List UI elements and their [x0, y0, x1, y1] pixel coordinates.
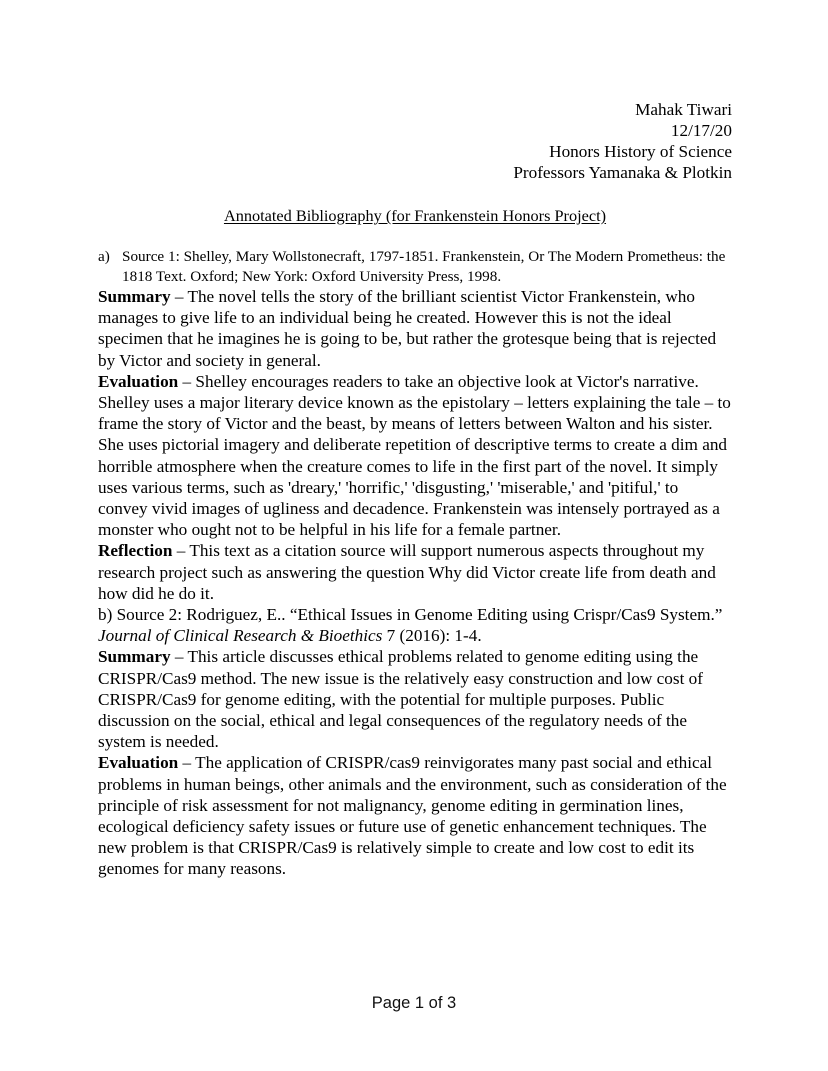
source-1-summary-text: The novel tells the story of the brilliant scientist Victor Frankenstein, who manages to give life to an individual being he created. However this is not the ideal specimen that he imagines he is going to be, but rather the grotesque being that is rejected by Victor and society in general. — [98, 287, 717, 370]
source-1-reflection — [98, 540, 732, 604]
source-1-citation-text — [122, 247, 732, 286]
header-course: Honors History of Science — [549, 142, 732, 161]
page-number-label: Page 1 of 3 — [371, 994, 457, 1012]
source-2-journal-title: Journal of Clinical Research & Bioethics — [98, 626, 383, 646]
source-2-citation — [98, 604, 732, 646]
source-1-evaluation-text: Shelley encourages readers to take an objective look at Victor's narrative. Shelley uses a major literary device known as the epistolary – letters explaining the tale – to frame the story of Victor and the beast, by means of letters between Walton and his sister. She uses pictorial imagery and deliberate repetition of descriptive terms to create a dim and horrible atmosphere when the creature comes to life in the first part of the novel. It simply uses various terms, such as 'dreary,' 'horrific,' 'disgusting,' 'miserable,' and 'pitiful,' to convey vivid images of ugliness and decadence. Frankenstein was intensely portrayed as a monster who ought not to be helpful in his life for a female partner. — [98, 371, 731, 540]
source-2-citation-prefix: b) Source 2: Rodriguez, E.. “Ethical Issues in Genome Editing using Crispr/Cas9 System.” — [98, 605, 723, 625]
source-2-citation-suffix: 7 (2016): 1-4. — [382, 626, 482, 646]
source-1-evaluation-heading: Evaluation — [98, 371, 179, 391]
source-1-marker: a) — [98, 248, 110, 265]
document-header — [98, 0, 732, 183]
source-1-summary — [98, 286, 732, 371]
source-2-summary-dash: – — [170, 647, 188, 667]
source-2-summary — [98, 646, 732, 752]
source-1-evaluation — [98, 371, 732, 541]
source-1-evaluation-dash: – — [178, 371, 196, 391]
source-1-summary-heading: Summary — [98, 287, 171, 306]
source-1-reflection-text: This text as a citation source will support numerous aspects throughout my research project such as answering the question Why did Victor create life from death and how did he do it. — [98, 541, 716, 603]
page-title — [98, 205, 732, 226]
page-title-text: Annotated Bibliography (for Frankenstein Honors Project) — [223, 206, 607, 225]
source-1-citation-line-2: 1818 Text. Oxford; New York: Oxford University Press, 1998. — [122, 267, 502, 285]
source-2-summary-text: This article discusses ethical problems related to genome editing using the CRISPR/Cas9 method. The new issue is the relatively easy construction and low cost of CRISPR/Cas9 for genome editing, with the potential for multiple purposes. Public discussion on the social, ethical and legal consequences of the regulatory needs of the system is needed. — [98, 647, 703, 752]
page-footer — [0, 993, 828, 1013]
source-1-summary-dash: – — [170, 287, 188, 306]
source-2-evaluation-text: The application of CRISPR/cas9 reinvigorates many past social and ethical problems in human beings, other animals and the environment, such as consideration of the principle of risk assessment for not malignancy, genome editing in germination lines, ecological deficiency safety issues or future use of genetic enhancement techniques. The new problem is that CRISPR/Cas9 is relatively simple to create and low cost to edit its genomes for many reasons. — [98, 753, 727, 879]
source-1-citation-line-1: Source 1: Shelley, Mary Wollstonecraft, 1797-1851. Frankenstein, Or The Modern Prometheus: the — [122, 248, 726, 265]
source-1-reflection-heading: Reflection — [98, 541, 173, 561]
source-1-reflection-dash: – — [172, 541, 190, 561]
source-1-citation — [98, 247, 732, 286]
source-2-evaluation — [98, 752, 732, 879]
header-instructors: Professors Yamanaka & Plotkin — [513, 163, 732, 182]
source-2-evaluation-heading: Evaluation — [98, 753, 179, 773]
header-date: 12/17/20 — [670, 121, 732, 140]
source-2-summary-heading: Summary — [98, 647, 171, 667]
header-author: Mahak Tiwari — [635, 100, 732, 119]
source-2-evaluation-dash: – — [178, 753, 196, 773]
document-body — [98, 0, 732, 880]
